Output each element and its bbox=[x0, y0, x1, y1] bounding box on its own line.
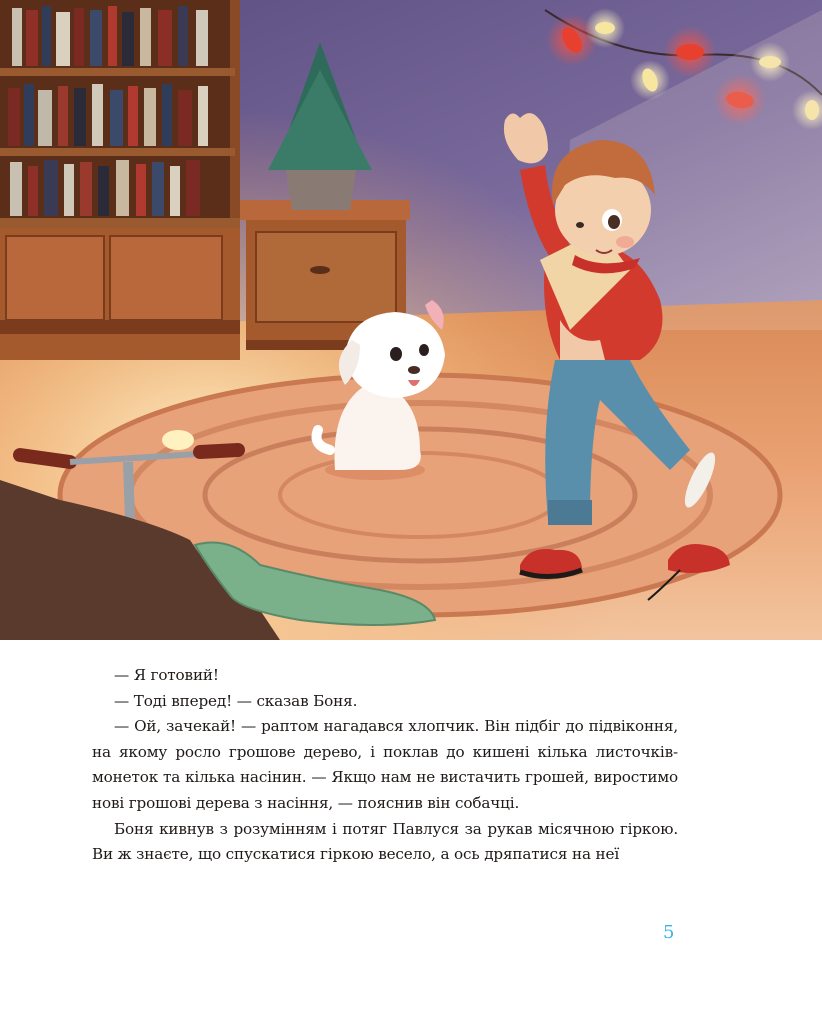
story-text bbox=[92, 663, 678, 868]
bookcase bbox=[0, 0, 240, 360]
paragraph: Боня кивнув з розумінням і потяг Павлуся за рукав місячною гіркою. Ви ж знаєте, що спускатися гіркою весело, а ось дряпатися на неї bbox=[92, 819, 678, 864]
paragraph: — Ой, зачекай! — раптом нагадався хлопчик. Він підбіг до підвіконня, на якому росло грошове дерево, і поклав до кишені кілька листочків-монеток та кілька насінин. — Якщо нам не вистачить грошей, виростимо нові грошові дерева з насіння, — пояснив він собачці. bbox=[92, 717, 678, 812]
paragraph: — Я готовий! bbox=[114, 666, 219, 684]
page-number: 5 bbox=[663, 922, 675, 943]
paragraph: — Тоді вперед! — сказав Боня. bbox=[114, 691, 358, 710]
